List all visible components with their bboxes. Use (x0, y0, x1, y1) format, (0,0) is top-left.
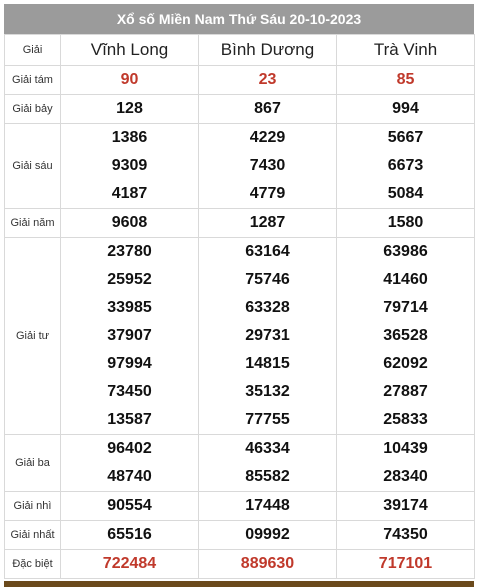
prize-row (5, 550, 475, 579)
prize-row (5, 209, 475, 238)
prize-number: 73450 (107, 383, 152, 400)
prize-cell (199, 521, 337, 550)
prize-row (5, 95, 475, 124)
prize-row (5, 238, 475, 435)
prize-number: 5667 (387, 129, 424, 146)
prize-cell (61, 95, 199, 124)
prize-number: 4187 (111, 185, 148, 202)
prize-label: Giải ba (5, 435, 61, 492)
prize-cell (61, 238, 199, 435)
prize-number: 63164 (245, 243, 290, 260)
prize-cell (61, 209, 199, 238)
prize-cell (337, 209, 475, 238)
prize-cell (61, 521, 199, 550)
prize-number: 1580 (387, 214, 424, 231)
prize-number: 722484 (102, 555, 157, 572)
results-container (4, 4, 474, 587)
prize-number: 85582 (245, 468, 290, 485)
prize-number: 75746 (245, 271, 290, 288)
prize-cell (61, 124, 199, 209)
prize-row (5, 124, 475, 209)
prize-cell (337, 124, 475, 209)
prize-cell (337, 521, 475, 550)
prize-cell (199, 492, 337, 521)
prize-cell (199, 435, 337, 492)
prize-cell (61, 66, 199, 95)
prize-number: 28340 (383, 468, 428, 485)
province-binh-duong[interactable]: Bình Dương (199, 35, 337, 66)
prize-number: 62092 (383, 355, 428, 372)
province-vinh-long[interactable]: Vĩnh Long (61, 35, 199, 66)
prize-number: 48740 (107, 468, 152, 485)
prize-number: 9608 (111, 214, 148, 231)
prize-cell (199, 66, 337, 95)
prize-number: 33985 (107, 299, 152, 316)
prize-number: 90554 (107, 497, 152, 514)
prize-cell (337, 550, 475, 579)
prize-label: Giải nhì (5, 492, 61, 521)
province-tra-vinh[interactable]: Trà Vinh (337, 35, 475, 66)
prize-number: 41460 (383, 271, 428, 288)
prize-number: 1287 (249, 214, 286, 231)
prize-number: 7430 (249, 157, 286, 174)
results-table (4, 34, 475, 579)
prize-cell (199, 550, 337, 579)
prize-number: 994 (392, 100, 419, 117)
prize-number: 39174 (383, 497, 428, 514)
prize-row (5, 435, 475, 492)
prize-number: 65516 (107, 526, 152, 543)
prize-number: 13587 (107, 411, 152, 428)
header-row (5, 35, 475, 66)
prize-number: 4229 (249, 129, 286, 146)
prize-row (5, 66, 475, 95)
prize-number: 79714 (383, 299, 428, 316)
prize-number: 29731 (245, 327, 290, 344)
prize-label: Giải tám (5, 66, 61, 95)
prize-number: 96402 (107, 440, 152, 457)
prize-label: Giải tư (5, 238, 61, 435)
prize-cell (337, 492, 475, 521)
prize-number: 63328 (245, 299, 290, 316)
prize-number: 74350 (383, 526, 428, 543)
prize-cell (337, 238, 475, 435)
prize-number: 4779 (249, 185, 286, 202)
prize-label: Đặc biệt (5, 550, 61, 579)
prize-cell (337, 66, 475, 95)
prize-row (5, 521, 475, 550)
prize-number: 85 (396, 71, 415, 88)
prize-number: 17448 (245, 497, 290, 514)
prize-number: 23780 (107, 243, 152, 260)
prize-number: 46334 (245, 440, 290, 457)
prize-cell (337, 95, 475, 124)
prize-number: 128 (116, 100, 143, 117)
prize-number: 5084 (387, 185, 424, 202)
prize-cell (61, 492, 199, 521)
prize-number: 35132 (245, 383, 290, 400)
prize-number: 27887 (383, 383, 428, 400)
footer-bar (4, 581, 474, 587)
page-title: Xổ số Miền Nam Thứ Sáu 20-10-2023 (4, 4, 474, 34)
prize-number: 63986 (383, 243, 428, 260)
prize-number: 6673 (387, 157, 424, 174)
prize-number: 09992 (245, 526, 290, 543)
prize-number: 717101 (378, 555, 433, 572)
prize-label: Giải bảy (5, 95, 61, 124)
prize-number: 97994 (107, 355, 152, 372)
prize-number: 10439 (383, 440, 428, 457)
prize-number: 23 (258, 71, 277, 88)
prize-cell (61, 435, 199, 492)
header-label: Giải (5, 35, 61, 66)
prize-cell (337, 435, 475, 492)
prize-row (5, 492, 475, 521)
prize-cell (199, 209, 337, 238)
prize-number: 14815 (245, 355, 290, 372)
prize-number: 25833 (383, 411, 428, 428)
prize-cell (199, 124, 337, 209)
prize-number: 889630 (240, 555, 295, 572)
prize-cell (199, 238, 337, 435)
prize-number: 90 (120, 71, 139, 88)
prize-number: 25952 (107, 271, 152, 288)
prize-label: Giải sáu (5, 124, 61, 209)
prize-number: 77755 (245, 411, 290, 428)
prize-number: 9309 (111, 157, 148, 174)
prize-number: 37907 (107, 327, 152, 344)
prize-cell (61, 550, 199, 579)
prize-label: Giải năm (5, 209, 61, 238)
prize-number: 36528 (383, 327, 428, 344)
prize-label: Giải nhất (5, 521, 61, 550)
prize-cell (199, 95, 337, 124)
prize-number: 1386 (111, 129, 148, 146)
prize-number: 867 (254, 100, 281, 117)
